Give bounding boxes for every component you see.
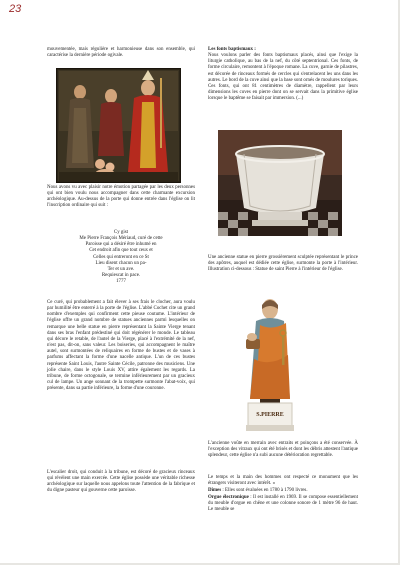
statue-caption: S.PIERRE — [256, 412, 284, 418]
left-intro — [47, 47, 195, 59]
right-para3 — [208, 441, 358, 459]
left-para1-text: Nous avons vu avec plaisir notre émotion partagée par les deux personnes qui ont bien voulu nous accompagner dans cette charmante excursion archéologique. Au-dessus de la porte qui donne entrée dans l'église on lit l'inscription ordinaire qui suit : — [47, 185, 195, 209]
epitaph-line-1: Cy gist — [113, 230, 129, 235]
epitaph-line-4: Cet endroit afin que tout ceux et — [89, 248, 153, 254]
baptismal-font-image — [218, 130, 342, 236]
right-para2 — [208, 255, 358, 273]
dimes-text: : Elles sont évaluées en 1780 à 1790 livres. — [221, 488, 308, 493]
right-para4-text: Le temps et la main des hommes ont respecté ce monument que les étrangers visiteront avec intérêt. » — [208, 475, 358, 487]
left-intro-text: mouvementée, mais régulière et harmonieuse dans son ensemble, qui caractérise la dernière période ogivale. — [47, 47, 195, 59]
fonts-heading: Les fonts baptismaux : — [208, 47, 256, 52]
page-number: 23 — [9, 3, 22, 15]
right-dimes — [208, 488, 358, 494]
orgue-text: : Il est installé en 1969. Il se compose essentiellement du meuble d'orgue en chêne et une colonne sonore de 1 mètre 96 de haut. Le meuble se — [208, 495, 358, 513]
epitaph-line-7: Ter et un ave. — [107, 266, 135, 272]
right-para4 — [208, 475, 358, 487]
right-para1-text: Nous voulons parler des fonts baptismaux placés, ainsi que l'exige la liturgie catholique, au bas de la nef, du côté septentrional. Ces fonts, de forme circulaire, remontent à l'époque romane. La cuve, garnie de pilastres, est décorée de rinceaux formés de cercles qui s'entrelacent les uns dans les autres. Le bord de la cuve ainsi que la base sont ornés de moulures toriques. Ces fonts, qui ont 81 centimètres de diamètre, rappellent par leurs dimensions les cuves en pierre dont on se servait dans la primitive église lorsque le baptême se faisait par immersion. (...) — [208, 53, 359, 102]
epitaph-line-8: Requiescat in pace. — [101, 273, 141, 279]
epitaph — [47, 230, 195, 285]
baptismal-font-illustration — [218, 130, 342, 236]
left-para2-text: Ce curé, qui probablement a fait élever à ses frais le clocher, aura voulu par humilité être enterré à la porte de l'église. L'abbé Cochet cite un grand nombre d'exemples qui confirment cette pieuse coutume. L'intérieur de l'église offre un grand nombre de statues anciennes parmi lesquelles on remarque une belle statue en pierre représentant la Sainte Vierge tenant dans ses bras l'enfant prédestiné qui doit régénérer le monde. Le tableau qui décore le retable, de l'autel de la Vierge, placé à l'extrémité de la nef, n'est pas, dit-on, sans valeur. Les boiseries, qui accompagnent le maître autel, sont surmontées de reliquaires en forme de bustes et de vases à parfums affectant la forme d'une nacelle antique. L'un de ces bustes représente Saint Louis, l'autre Sainte Cécile, patronne des musiciens. Une jolie chaire, dans le style Louis XV, attire également les regards. La tribune, de forme octogonale, se termine inférieurement par un gracieux cul de lampe. Un ange sonnant de la trompette surmonte l'abat-voix, qui présente, dans sa partie inférieure, la forme d'une couronne. — [47, 300, 195, 392]
right-para2-text: Une ancienne statue en pierre grossièrement sculptée représentant le prince des apôtres, auquel est dédiée cette église, surmonte la porte à l'intérieur. Illustration ci-dessous : Statue de saint Pierre à l'intérieur de l'église. — [208, 255, 358, 273]
right-fonts-section — [208, 47, 358, 102]
painting-illustration — [56, 68, 181, 183]
painting-image — [56, 68, 181, 183]
epitaph-line-6: Lieu disent chacun un pa- — [95, 260, 147, 266]
left-para3 — [47, 470, 195, 495]
left-para3-text: L'escalier droit, qui conduit à la tribune, est décoré de gracieux rinceaux qui révèlent une main exercée. Cette église possède une véritable richesse archéologique sur laquelle nous appelons toute l'attention de la fabrique et du digne pasteur qui gouverne cette paroisse. — [47, 470, 195, 494]
epitaph-line-3: Paroisse qui a désiré être inhumé en — [85, 242, 157, 248]
epitaph-line-9: 1777 — [116, 279, 126, 285]
epitaph-line-5: Celles qui entreront en ce St — [93, 254, 149, 260]
left-para1 — [47, 185, 195, 210]
left-para2 — [47, 300, 195, 392]
right-para3-text: L'ancienne voûte en merrain avec entraits et poinçons a été conservée. À l'exception des vitraux qui ont été brisés et dont les débris attestent l'antique splendeur, cette église n'a subi aucune détérioration regrettable. — [208, 441, 358, 459]
dimes-label: Dîmes — [208, 488, 222, 493]
saint-peter-statue-image — [238, 295, 302, 435]
right-orgue — [208, 495, 358, 513]
epitaph-line-2: Me Pierre François Mériaud, curé de cette — [79, 236, 163, 242]
orgue-label: Orgue électronique — [208, 495, 249, 500]
